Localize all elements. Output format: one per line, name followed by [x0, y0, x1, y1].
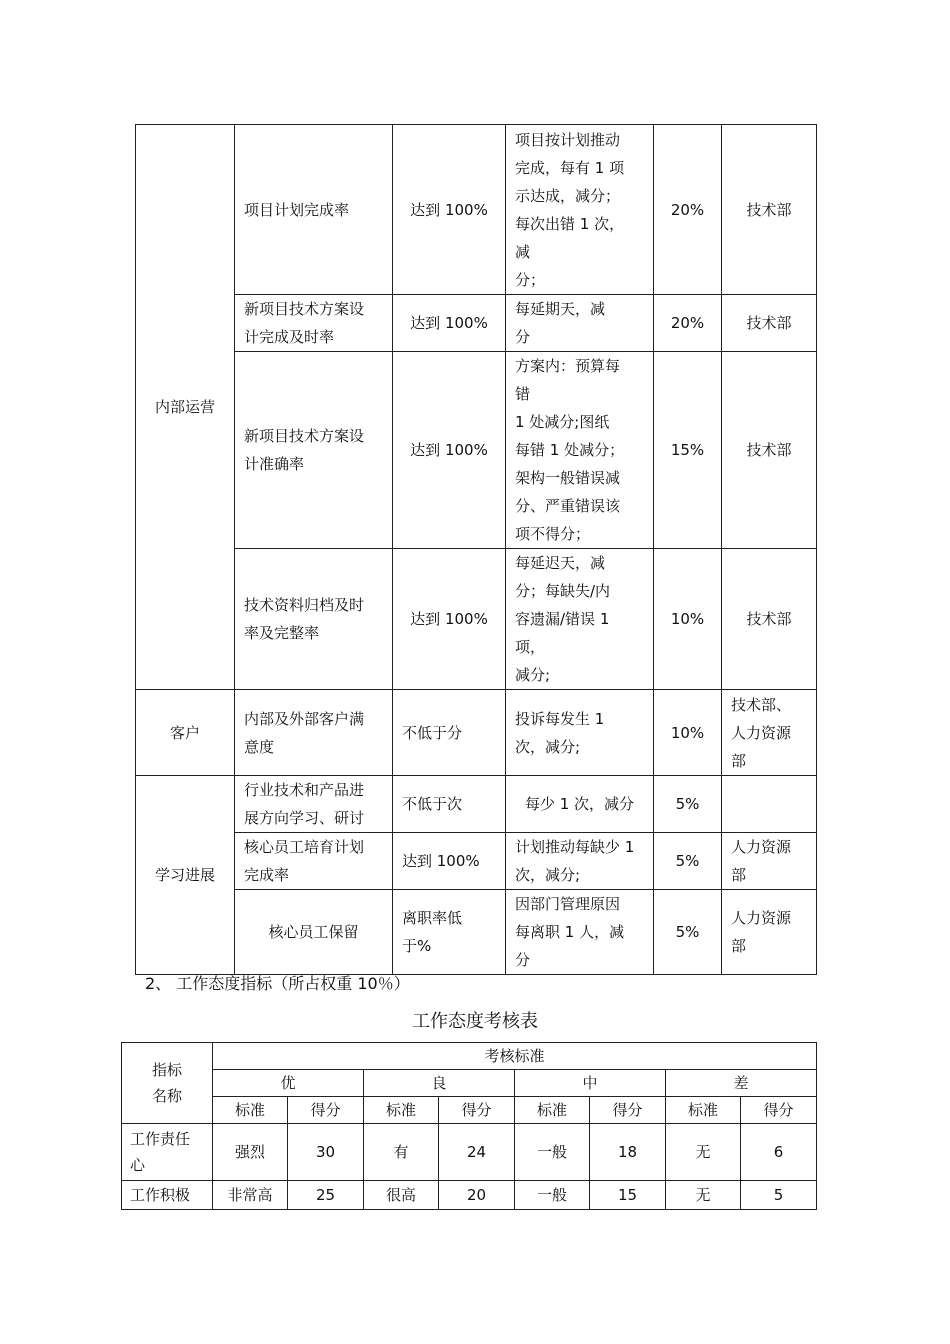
- indicator-name: 工作积极: [122, 1181, 213, 1210]
- weight-cell: 5%: [654, 833, 722, 890]
- score-cell: 30: [288, 1124, 364, 1181]
- grade-header: 良: [364, 1070, 515, 1097]
- rule-cell: 每延迟天，减 分；每缺失/内 容遗漏/错误 1 项， 减分;: [506, 549, 654, 690]
- table-row: [122, 1097, 817, 1124]
- table-row: [136, 776, 817, 833]
- dept-cell: [722, 776, 817, 833]
- indicator-cell: 核心员工保留: [235, 890, 393, 975]
- indicator-cell: 内部及外部客户满 意度: [235, 690, 393, 776]
- weight-cell: 5%: [654, 890, 722, 975]
- standard-cell: 无: [666, 1181, 741, 1210]
- indicator-cell: 核心员工培育计划 完成率: [235, 833, 393, 890]
- table-row: [136, 690, 817, 776]
- table-row: [136, 833, 817, 890]
- attitude-table: [121, 1042, 817, 1210]
- weight-cell: 15%: [654, 352, 722, 549]
- rule-cell: 每少 1 次，减分: [506, 776, 654, 833]
- target-cell: 达到 100%: [393, 125, 506, 295]
- table-row: [122, 1181, 817, 1210]
- target-cell: 不低于次: [393, 776, 506, 833]
- indicator-cell: 项目计划完成率: [235, 125, 393, 295]
- section-heading: 2、 工作态度指标（所占权重 10％）: [145, 974, 410, 993]
- rule-cell: 投诉每发生 1 次，减分;: [506, 690, 654, 776]
- dept-cell: 技术部: [722, 125, 817, 295]
- grade-header: 优: [213, 1070, 364, 1097]
- standard-header: 标准: [515, 1097, 590, 1124]
- indicator-cell: 新项目技术方案设 计准确率: [235, 352, 393, 549]
- grade-header: 差: [666, 1070, 817, 1097]
- dept-cell: 人力资源 部: [722, 890, 817, 975]
- rule-cell: 项目按计划推动 完成，每有 1 项 示达成，减分； 每次出错 1 次， 减 分；: [506, 125, 654, 295]
- table-row: [122, 1124, 817, 1181]
- dept-cell: 技术部、 人力资源 部: [722, 690, 817, 776]
- score-cell: 25: [288, 1181, 364, 1210]
- score-header: 得分: [741, 1097, 817, 1124]
- rule-cell: 每延期天，减 分: [506, 295, 654, 352]
- score-header: 得分: [288, 1097, 364, 1124]
- dept-cell: 技术部: [722, 295, 817, 352]
- table-title: 工作态度考核表: [412, 1011, 538, 1032]
- rule-cell: 计划推动每缺少 1 次，减分;: [506, 833, 654, 890]
- target-cell: 达到 100%: [393, 833, 506, 890]
- standard-cell: 一般: [515, 1124, 590, 1181]
- score-cell: 18: [590, 1124, 666, 1181]
- target-cell: 达到 100%: [393, 295, 506, 352]
- target-cell: 达到 100%: [393, 352, 506, 549]
- weight-cell: 20%: [654, 125, 722, 295]
- score-header: 得分: [590, 1097, 666, 1124]
- standard-header: 标准: [666, 1097, 741, 1124]
- score-cell: 5: [741, 1181, 817, 1210]
- target-cell: 离职率低 于%: [393, 890, 506, 975]
- score-cell: 24: [439, 1124, 515, 1181]
- standard-cell: 一般: [515, 1181, 590, 1210]
- rule-cell: 方案内：预算每 错 1 处减分;图纸 每错 1 处减分； 架构一般错误减 分、严重错误该 项不得分；: [506, 352, 654, 549]
- rule-cell: 因部门管理原因 每离职 1 人，减 分: [506, 890, 654, 975]
- target-cell: 不低于分: [393, 690, 506, 776]
- dept-cell: 技术部: [722, 549, 817, 690]
- table-row: [122, 1070, 817, 1097]
- table-row: [136, 352, 817, 549]
- standard-cell: 有: [364, 1124, 439, 1181]
- group-internal: 内部运营: [136, 125, 235, 690]
- target-cell: 达到 100%: [393, 549, 506, 690]
- indicator-cell: 技术资料归档及时 率及完整率: [235, 549, 393, 690]
- indicator-cell: 行业技术和产品进 展方向学习、研讨: [235, 776, 393, 833]
- criteria-header: 考核标准: [213, 1043, 817, 1070]
- table-row: [136, 125, 817, 295]
- weight-cell: 20%: [654, 295, 722, 352]
- score-header: 得分: [439, 1097, 515, 1124]
- grade-header: 中: [515, 1070, 666, 1097]
- standard-header: 标准: [213, 1097, 288, 1124]
- score-cell: 15: [590, 1181, 666, 1210]
- indicator-name-header: 指标 名称: [122, 1043, 213, 1124]
- dept-cell: 人力资源 部: [722, 833, 817, 890]
- score-cell: 20: [439, 1181, 515, 1210]
- table-row: [136, 890, 817, 975]
- weight-cell: 5%: [654, 776, 722, 833]
- table-row: [122, 1043, 817, 1070]
- dept-cell: 技术部: [722, 352, 817, 549]
- kpi-table: [135, 124, 817, 975]
- standard-cell: 很高: [364, 1181, 439, 1210]
- weight-cell: 10%: [654, 549, 722, 690]
- table-row: [136, 295, 817, 352]
- standard-cell: 非常高: [213, 1181, 288, 1210]
- standard-cell: 无: [666, 1124, 741, 1181]
- standard-cell: 强烈: [213, 1124, 288, 1181]
- group-customer: 客户: [136, 690, 235, 776]
- table-row: [136, 549, 817, 690]
- indicator-name: 工作责任 心: [122, 1124, 213, 1181]
- standard-header: 标准: [364, 1097, 439, 1124]
- weight-cell: 10%: [654, 690, 722, 776]
- group-learning: 学习进展: [136, 776, 235, 975]
- indicator-cell: 新项目技术方案设 计完成及时率: [235, 295, 393, 352]
- score-cell: 6: [741, 1124, 817, 1181]
